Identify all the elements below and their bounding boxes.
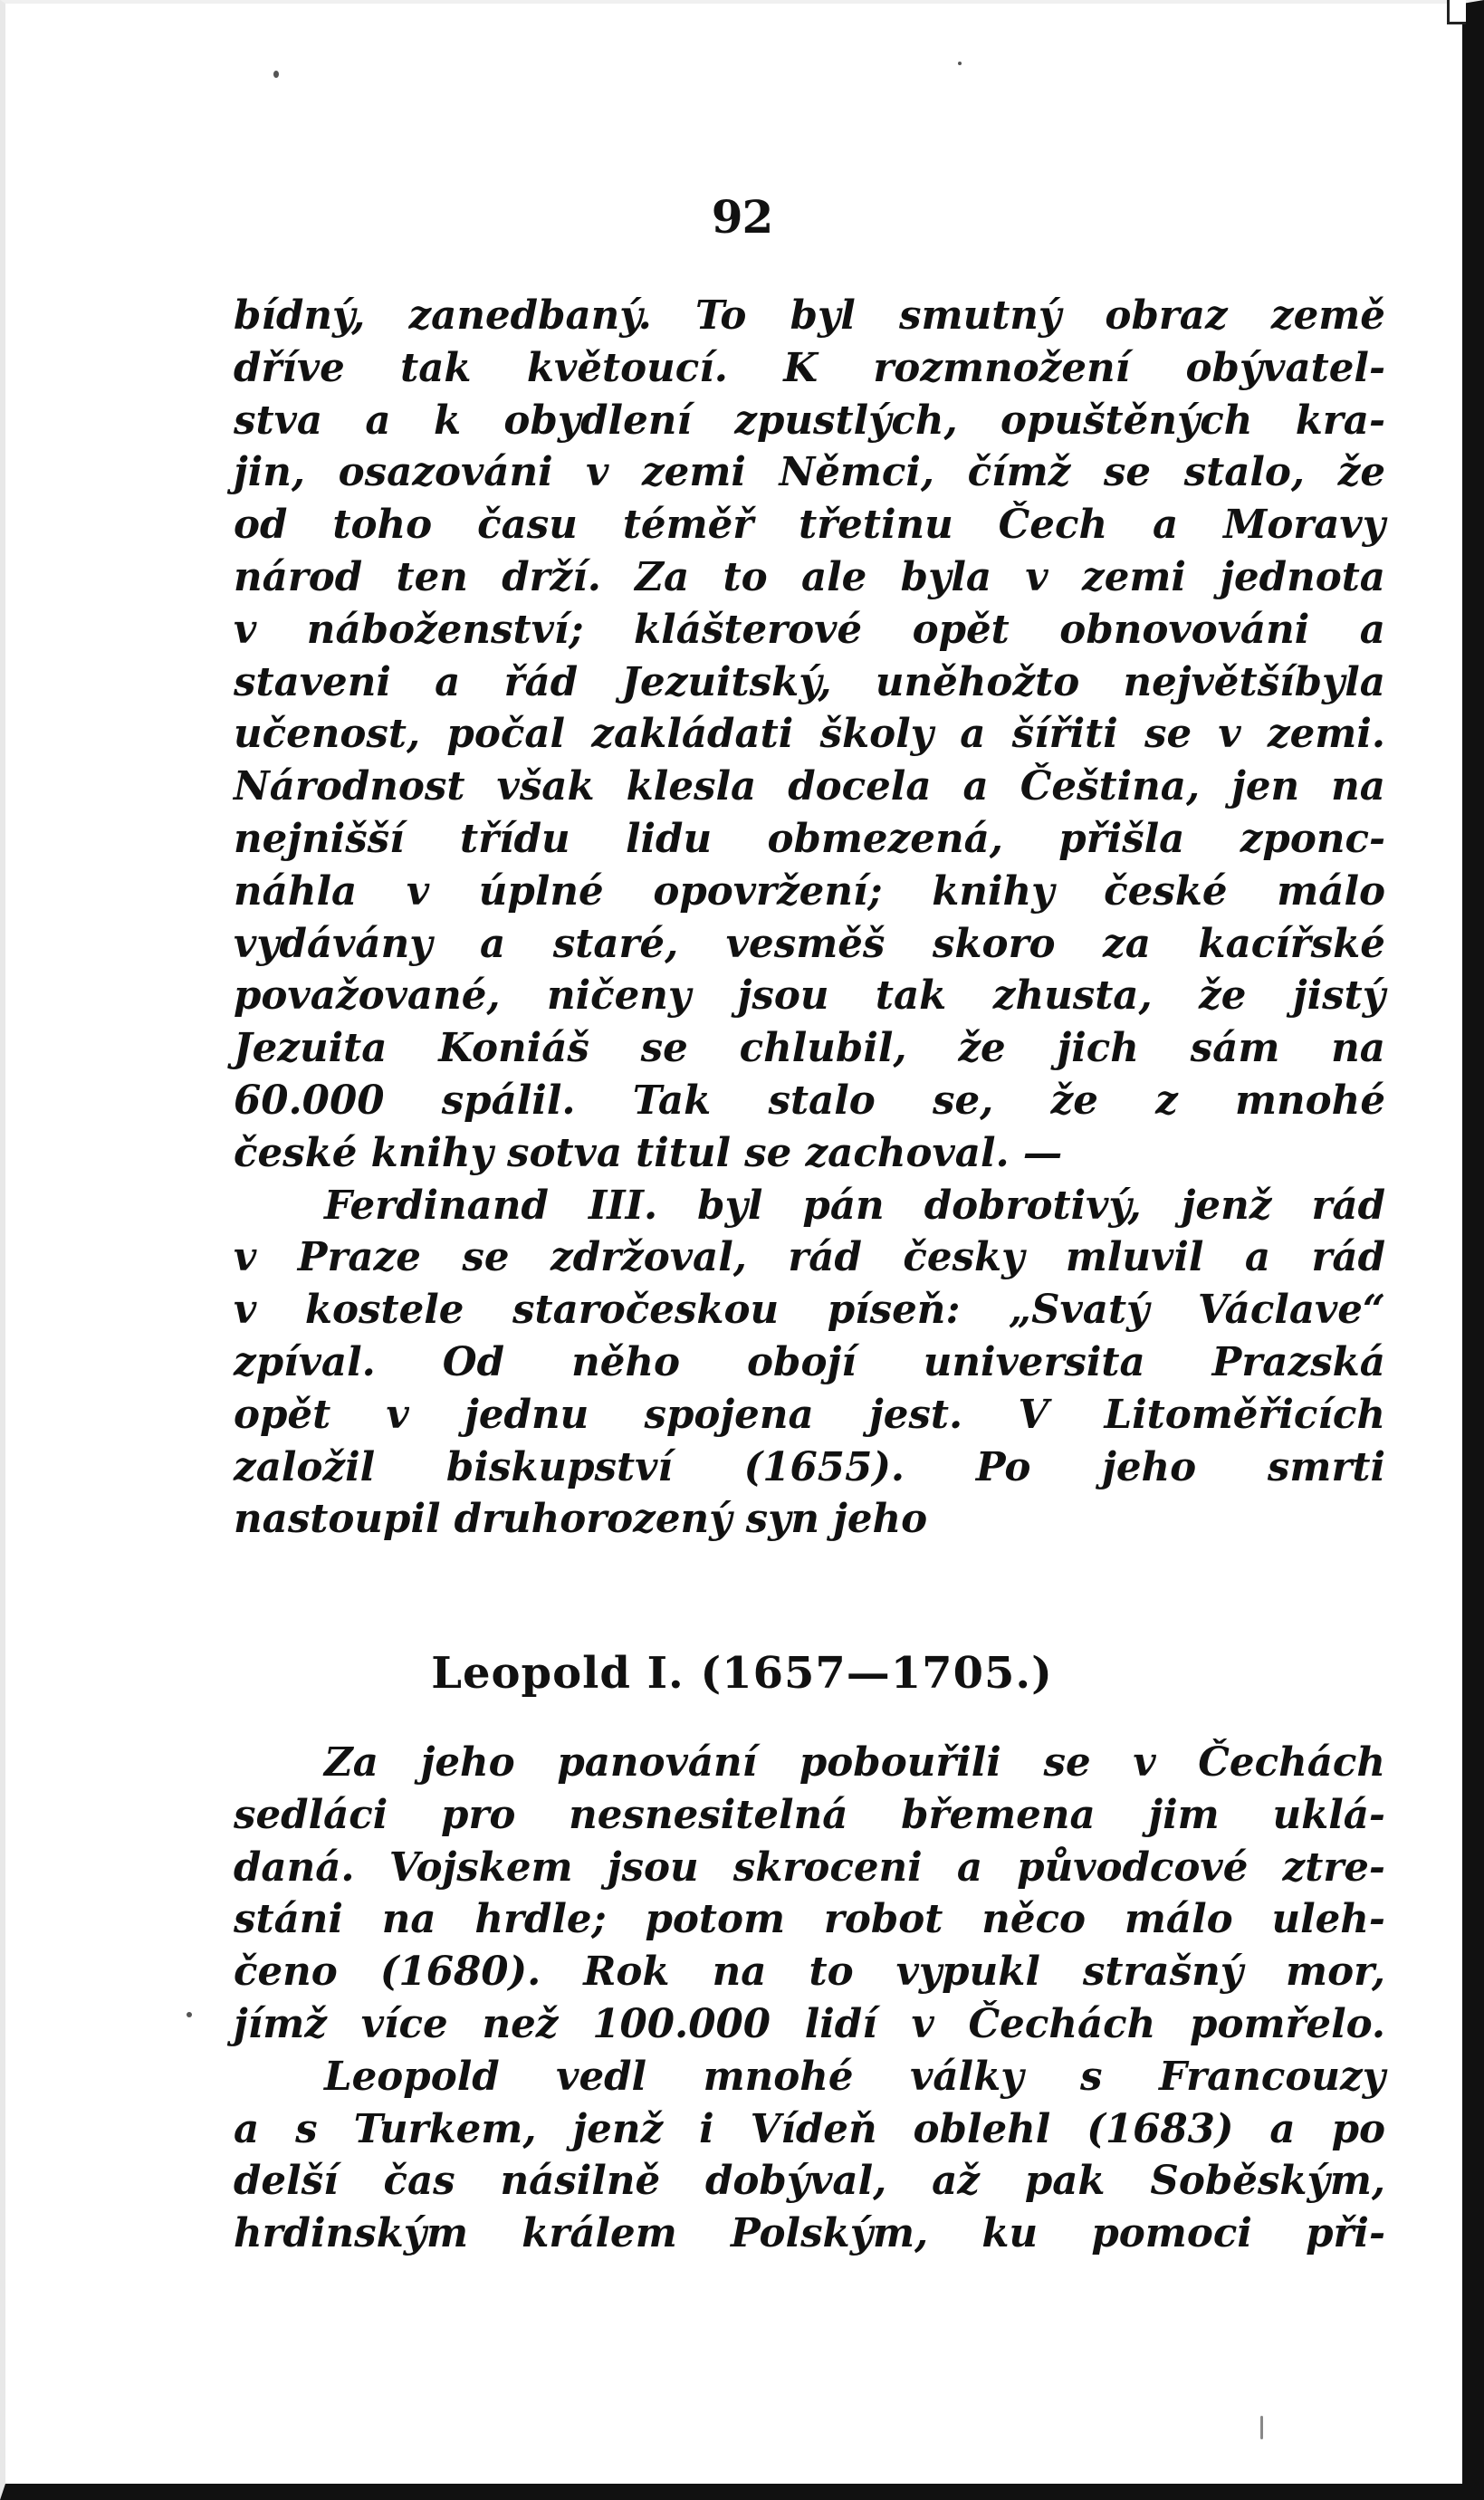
text-line: české knihy sotva titul se zachoval. — — [234, 1129, 1063, 1176]
text-line: považované, ničeny jsou tak zhusta, že jistý — [234, 972, 1385, 1020]
text-line: hrdinským králem Polským, ku pomoci při- — [234, 2210, 1385, 2257]
text-line: nejnišší třídu lidu obmezená, přišla zponc- — [234, 815, 1385, 862]
body-text-upper — [234, 290, 1385, 1546]
text-line: Jezuita Koniáš se chlubil, že jich sám na — [234, 1025, 1385, 1072]
text-line: založil biskupství (1655). Po jeho smrti — [234, 1443, 1385, 1490]
text-line: bídný, zanedbaný. To byl smutný obraz země — [234, 292, 1385, 339]
text-line: zpíval. Od něho obojí universita Prazská — [234, 1338, 1385, 1385]
scan-speck — [273, 71, 279, 78]
section-heading: Leopold I. (1657—1705.) — [431, 1648, 1053, 1699]
text-line: jin, osazováni v zemi Němci, čímž se stalo, že — [234, 449, 1385, 496]
text-line: nastoupil druhorozený syn jeho — [234, 1496, 928, 1543]
text-line: vydávány a staré, vesměš skoro za kacířské — [234, 920, 1385, 967]
body-text-lower — [234, 1737, 1385, 2260]
text-line: náhla v úplné opovržení; knihy české málo — [234, 867, 1385, 915]
scan-speck — [1260, 2416, 1263, 2439]
text-line: od toho času téměř třetinu Čech a Moravy — [234, 502, 1385, 549]
scan-speck — [958, 62, 962, 65]
text-line: v náboženství; klášterové opět obnovováni a — [234, 606, 1385, 653]
text-line: a s Turkem, jenž i Vídeň oblehl (1683) a po — [234, 2105, 1385, 2152]
text-line: delší čas násilně dobýval, až pak Soběským, — [234, 2158, 1385, 2205]
text-line: Národnost však klesla docela a Čeština, jen na — [234, 763, 1385, 810]
text-line: národ ten drží. Za to ale byla v zemi jednota — [234, 553, 1385, 600]
paragraph-1 — [234, 290, 1385, 1180]
text-line: jímž více než 100.000 lidí v Čechách pomřelo. — [234, 2000, 1385, 2047]
scan-speck — [187, 2012, 192, 2017]
text-line: dříve tak květoucí. K rozmnožení obývatel- — [234, 344, 1385, 391]
text-line: Leopold vedl mnohé války s Francouzy — [324, 2053, 1385, 2100]
text-line: učenost, počal zakládati školy a šířiti se v zemi. — [234, 711, 1385, 758]
text-line: stva a k obydlení zpustlých, opuštěných kra- — [234, 397, 1385, 444]
text-line: v kostele staročeskou píseň: „Svatý Václave“ — [234, 1287, 1385, 1334]
text-line: staveni a řád Jezuitský, uněhožto největšíbyla — [234, 658, 1385, 705]
paragraph-2 — [234, 1180, 1385, 1547]
text-line: Za jeho panování pobouřili se v Čechách — [324, 1739, 1385, 1786]
text-line: čeno (1680). Rok na to vypukl strašný mor, — [234, 1949, 1385, 1996]
text-line: stáni na hrdle; potom robot něco málo uleh- — [234, 1896, 1385, 1943]
paragraph-4 — [234, 2051, 1385, 2260]
text-line: sedláci pro nesnesitelná břemena jim uklá- — [234, 1791, 1385, 1838]
text-line: 60.000 spálil. Tak stalo se, že z mnohé — [234, 1077, 1385, 1124]
page-number: 92 — [711, 190, 773, 244]
page-corner-mark — [1447, 0, 1466, 24]
text-line: opět v jednu spojena jest. V Litoměřicích — [234, 1391, 1385, 1438]
text-line: v Praze se zdržoval, rád česky mluvil a rád — [234, 1234, 1385, 1281]
paragraph-3 — [234, 1737, 1385, 2051]
text-line: Ferdinand III. byl pán dobrotivý, jenž rád — [324, 1182, 1385, 1229]
text-line: daná. Vojskem jsou skroceni a původcové ztre- — [234, 1844, 1385, 1891]
